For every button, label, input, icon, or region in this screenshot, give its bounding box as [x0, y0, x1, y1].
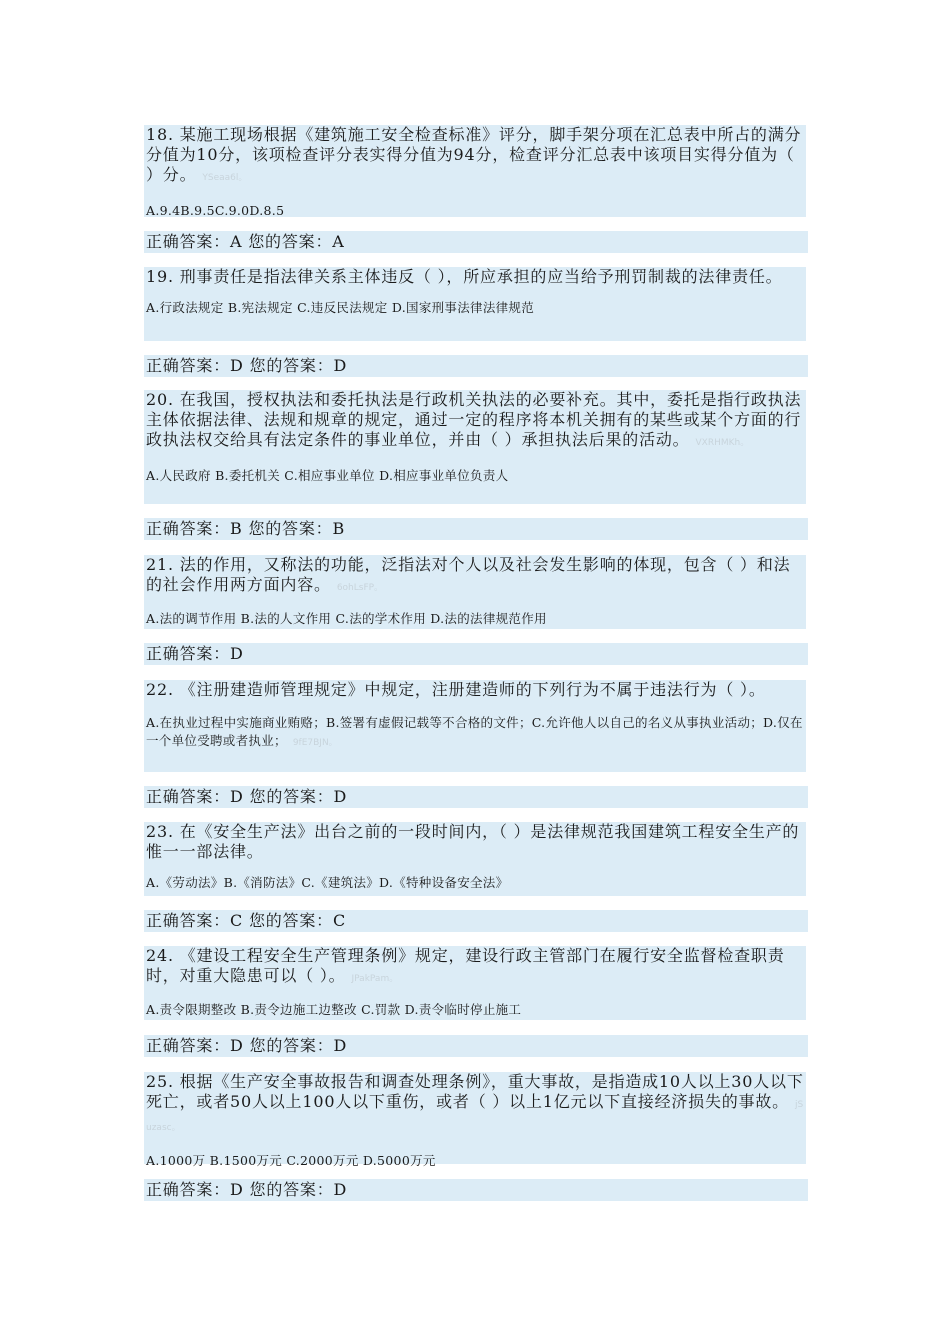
correct-answer: 正确答案：C — [146, 911, 244, 930]
your-answer: 您的答案：C — [248, 911, 346, 930]
your-answer: 您的答案：D — [249, 356, 348, 375]
question-text: 21. 法的作用，又称法的功能，泛指法对个人以及社会发生影响的体现，包含（ ）和法的社会作用两方面内容。 6ohLsFP。 — [146, 555, 791, 594]
your-answer: 您的答案：D — [249, 1180, 348, 1199]
question-options: A.法的调节作用 B.法的人文作用 C.法的学术作用 D.法的法律规范作用 — [146, 611, 547, 626]
question-options: A.行政法规定 B.宪法规定 C.违反民法规定 D.国家刑事法律法律规范 — [146, 300, 535, 315]
your-answer: 您的答案：D — [249, 1036, 348, 1055]
correct-answer: 正确答案：D — [146, 787, 244, 806]
answer-line-22 — [144, 786, 808, 808]
question-block-24 — [144, 946, 806, 1020]
correct-answer: 正确答案：D — [146, 644, 244, 663]
question-text: 18. 某施工现场根据《建筑施工安全检查标准》评分，脚手架分项在汇总表中所占的满分分值为10分，该项检查评分表实得分值为94分，检查评分汇总表中该项目实得分值为（ ）分。 YSeaa6l。 — [146, 125, 802, 184]
your-answer: 您的答案：B — [248, 519, 346, 538]
answer-line-18 — [144, 231, 808, 253]
watermark-text: JPakPam。 — [351, 974, 399, 984]
correct-answer: 正确答案：D — [146, 1036, 244, 1055]
answer-line-20 — [144, 518, 808, 540]
watermark-text: YSeaa6l。 — [202, 173, 248, 183]
correct-answer: 正确答案：D — [146, 1180, 244, 1199]
watermark-text: VXRHMKh。 — [695, 438, 750, 448]
question-block-23 — [144, 822, 806, 896]
question-text: 22. 《注册建造师管理规定》中规定，注册建造师的下列行为不属于违法行为（ ）。 — [146, 680, 766, 699]
question-block-22 — [144, 680, 806, 772]
answer-line-25 — [144, 1179, 808, 1201]
question-block-19 — [144, 267, 806, 341]
your-answer: 您的答案：D — [249, 787, 348, 806]
question-block-25 — [144, 1072, 806, 1168]
question-block-20 — [144, 390, 806, 504]
question-text: 20. 在我国，授权执法和委托执法是行政机关执法的必要补充。其中，委托是指行政执法主体依据法律、法规和规章的规定，通过一定的程序将本机关拥有的某些或某个方面的行政执法权交给具有法定条件的事业单位，并由（ ）承担执法后果的活动。 VXRHMKh。 — [146, 390, 802, 449]
question-text: 23. 在《安全生产法》出台之前的一段时间内，（ ）是法律规范我国建筑工程安全生产的惟一一部法律。 — [146, 822, 800, 861]
watermark-text: jSuzasc。 — [146, 1100, 804, 1133]
question-options: A.责令限期整改 B.责令边施工边整改 C.罚款 D.责令临时停止施工 — [146, 1002, 522, 1017]
watermark-text: 6ohLsFP。 — [336, 583, 384, 593]
correct-answer: 正确答案：B — [146, 519, 243, 538]
question-block-21 — [144, 555, 806, 629]
correct-answer: 正确答案：D — [146, 356, 244, 375]
question-options: A.《劳动法》B.《消防法》C.《建筑法》D.《特种设备安全法》 — [146, 875, 509, 890]
answer-line-21 — [144, 643, 808, 665]
question-options: A.在执业过程中实施商业贿赂；B.签署有虚假记载等不合格的文件；C.允许他人以自己的名义从事执业活动；D.仅在一个单位受聘或者执业； 9fE7BJN。 — [146, 715, 803, 748]
question-options: A.9.4B.9.5C.9.0D.8.5 — [146, 203, 285, 218]
correct-answer: 正确答案：A — [146, 232, 243, 251]
question-text: 19. 刑事责任是指法律关系主体违反（ ），所应承担的应当给予刑罚制裁的法律责任。 — [146, 267, 783, 286]
question-options: A.1000万 B.1500万元 C.2000万元 D.5000万元 — [146, 1153, 436, 1168]
question-options: A.人民政府 B.委托机关 C.相应事业单位 D.相应事业单位负责人 — [146, 468, 509, 483]
question-text: 24. 《建设工程安全生产管理条例》规定，建设行政主管部门在履行安全监督检查职责时，对重大隐患可以（ ）。 JPakPam。 — [146, 946, 785, 985]
your-answer: 您的答案：A — [248, 232, 345, 251]
question-text: 25. 根据《生产安全事故报告和调查处理条例》，重大事故，是指造成10人以上30人以下死亡，或者50人以上100人以下重伤，或者（ ）以上1亿元以下直接经济损失的事故。 jSuzasc。 — [146, 1072, 804, 1133]
answer-line-24 — [144, 1035, 808, 1057]
answer-line-23 — [144, 910, 808, 932]
watermark-text: 9fE7BJN。 — [292, 738, 338, 748]
answer-line-19 — [144, 355, 808, 377]
question-block-18 — [144, 125, 806, 217]
